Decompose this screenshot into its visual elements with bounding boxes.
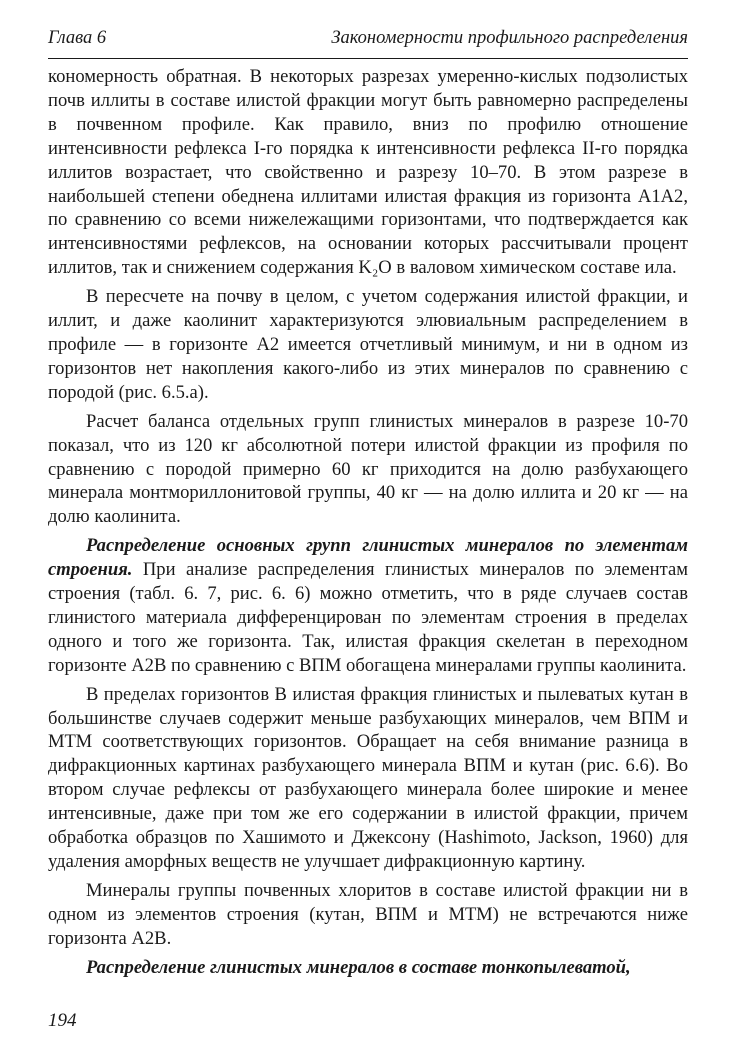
running-header	[48, 28, 688, 59]
run-in-heading: Распределение основных групп глинистых минералов по элементам строения.	[48, 535, 688, 581]
run-in-heading: Распределение глинистых минералов в составе тонкопылеватой,	[86, 956, 631, 978]
paragraph	[48, 956, 688, 980]
paragraph	[48, 534, 688, 677]
paragraph	[48, 683, 688, 874]
book-page	[48, 28, 688, 1038]
paragraph	[48, 410, 688, 530]
paragraph-text: Расчет баланса отдельных групп глинистых минералов в разрезе 10-70 показал, что из 120 кг абсолютной потери илистой фракции из профиля по сравнению с породой примерно 60 кг приходится на долю разбухающего минерала монтмориллонитовой группы, 40 кг — на долю иллита и 20 кг — на долю каолинита.	[48, 410, 688, 528]
paragraph	[48, 879, 688, 951]
chapter-label: Глава 6	[48, 28, 107, 48]
paragraph-text: При анализе распределения глинистых минералов по элементам строения (табл. 6. 7, рис. 6. 6) можно отметить, что в ряде случаев состав глинистого материала дифференцирован по элементам строения в пределах одного и того же горизонта. Так, илистая фракция скелетан в переходном горизонте А2В по сравнению с ВПМ обогащена минералами группы каолинита.	[48, 559, 688, 676]
paragraph	[48, 65, 688, 280]
body-text	[48, 65, 688, 980]
paragraph	[48, 285, 688, 405]
paragraph-text: кономерность обратная. В некоторых разрезах умеренно-кислых подзолистых почв иллиты в составе илистой фракции могут быть равномерно распределены в почвенном профиле. Как правило, вниз по профилю отношение интенсивности рефлекса I-го порядка к интенсивности рефлекса II-го порядка иллитов возрастает, что свойственно и разрезу 10–70. В этом разрезе в наибольшей степени обеднена иллитами илистая фракция из горизонта А1А2, по сравнению со всеми нижележащими горизонтами, что подтверждается как интенсивностями рефлексов, на основании которых рассчитывали процент иллитов, так и снижением содержания K₂O в валовом химическом составе ила.	[48, 66, 688, 279]
section-title: Закономерности профильного распределения	[331, 28, 688, 48]
paragraph-text: Минералы группы почвенных хлоритов в составе илистой фракции ни в одном из элементов строения (кутан, ВПМ и МТМ) не встречаются ниже горизонта А2В.	[48, 879, 688, 949]
paragraph-text: В пересчете на почву в целом, с учетом содержания илистой фракции, и иллит, и даже каолинит характеризуются элювиальным распределением в профиле — в горизонте А2 имеется отчетливый минимум, и ни в одном из горизонтов нет накопления какого-либо из этих минералов по сравнению с породой (рис. 6.5.а).	[48, 286, 688, 403]
paragraph-text: В пределах горизонтов В илистая фракция глинистых и пылеватых кутан в большинстве случаев содержит меньше разбухающих минералов, чем ВПМ и МТМ соответствующих горизонтов. Обращает на себя внимание разница в дифракционных картинах разбухающего минерала ВПМ и кутан (рис. 6.6). Во втором случае рефлексы от разбухающего минерала более широкие и менее интенсивные, даже при том же его содержании в илистой фракции, причем обработка образцов по Хашимото и Джексону (Hashimoto, Jackson, 1960) для удаления аморфных веществ не улучшает дифракционную картину.	[48, 683, 688, 872]
page-number: 194	[48, 1010, 77, 1031]
